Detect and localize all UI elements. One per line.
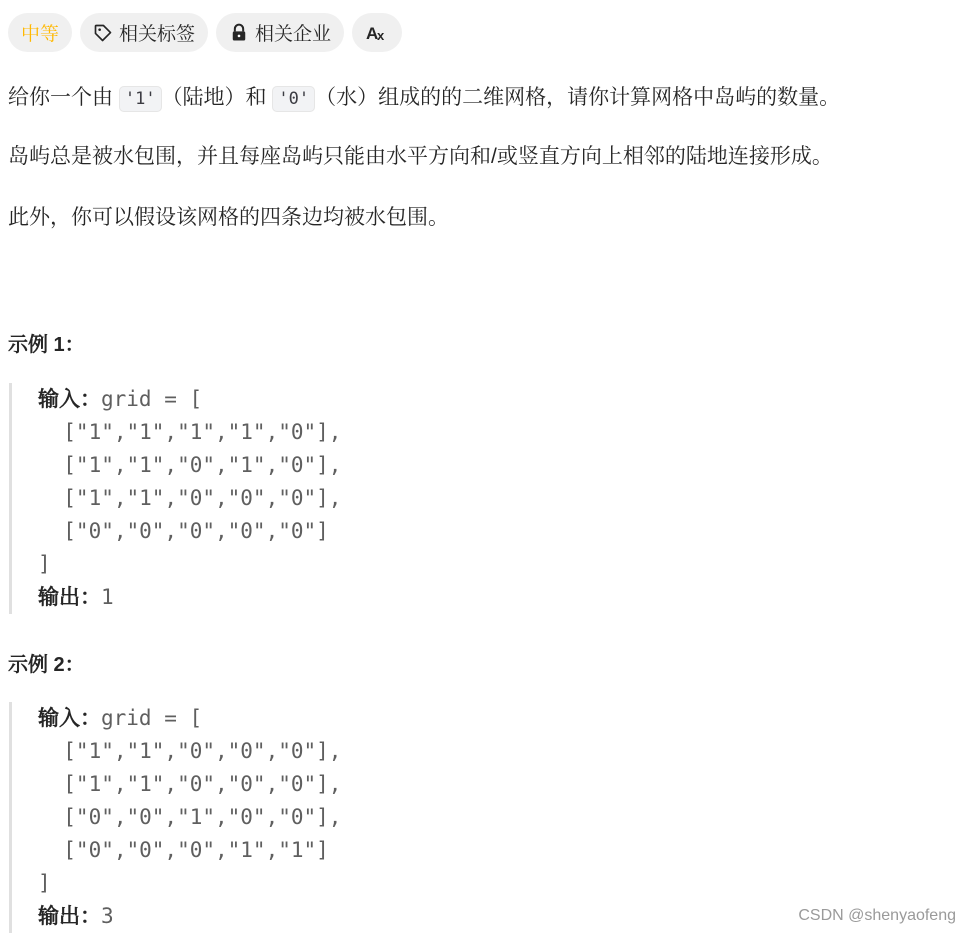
input-head: grid = [ [101,706,203,730]
svg-text:x: x [377,27,385,43]
svg-text:A: A [366,23,379,43]
input-label: 输入： [38,388,101,411]
description-text: 给你一个由 [8,86,119,109]
related-companies-button[interactable] [216,13,344,52]
lock-icon [229,23,249,43]
difficulty-label: 中等 [21,24,60,45]
description-paragraph-2: 岛屿总是被水包围，并且每座岛屿只能由水平方向和/或竖直方向上相邻的陆地连接形成。 [8,145,833,168]
description-text: （陆地）和 [161,86,273,109]
example-1-title: 示例 1： [8,334,85,356]
difficulty-badge [8,13,72,52]
watermark: CSDN @shenyaofeng [798,907,956,924]
output-value: 1 [101,585,114,609]
example-1-block [9,383,341,614]
inline-code-water: '0' [272,86,315,112]
grid-row: ["1","1","0","0","0"], [38,486,342,510]
grid-row: ["1","1","0","0","0"], [38,739,342,763]
description-text: （水）组成的的二维网格，请你计算网格中岛屿的数量。 [315,86,841,109]
related-companies-label: 相关企业 [255,24,332,45]
grid-row: ["0","0","0","0","0"] [38,519,329,543]
inline-code-land: '1' [119,86,162,112]
grid-close: ] [38,871,51,895]
description-paragraph-3: 此外，你可以假设该网格的四条边均被水包围。 [8,206,449,229]
description-paragraph-1 [8,82,840,115]
grid-close: ] [38,552,51,576]
output-label: 输出： [38,905,101,928]
translate-button[interactable] [352,13,402,52]
grid-row: ["1","1","0","0","0"], [38,772,342,796]
grid-row: ["0","0","0","1","1"] [38,838,329,862]
example-2-block [9,702,341,933]
grid-row: ["1","1","1","1","0"], [38,420,342,444]
input-label: 输入： [38,707,101,730]
output-label: 输出： [38,586,101,609]
related-tags-button[interactable] [80,13,208,52]
output-value: 3 [101,904,114,928]
grid-row: ["0","0","1","0","0"], [38,805,342,829]
example-2-title: 示例 2： [8,654,85,676]
related-tags-label: 相关标签 [119,24,196,45]
tag-row [8,13,402,52]
tag-icon [93,23,113,43]
input-head: grid = [ [101,387,203,411]
translate-icon [366,23,388,43]
grid-row: ["1","1","0","1","0"], [38,453,342,477]
